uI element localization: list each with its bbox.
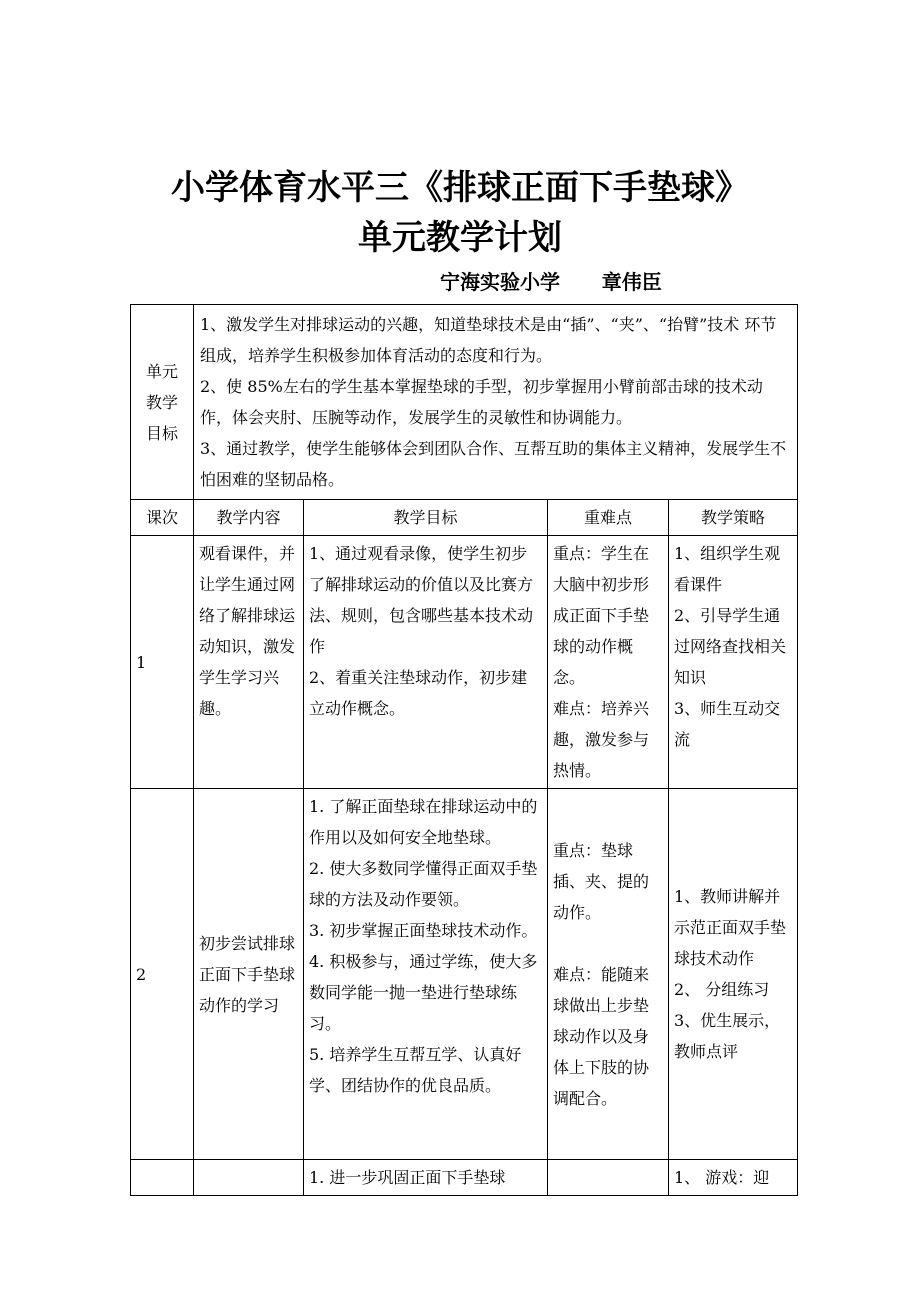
lesson-content: 观看课件，并让学生通过网络了解排球运动知识，激发学生学习兴趣。 [194, 536, 304, 789]
unit-goal-3: 3、通过教学，使学生能够体会到团队合作、互帮互助的集体主义精神，发展学生不怕困难的坚韧品格。 [200, 439, 787, 489]
lesson-goals: 1. 进一步巩固正面下手垫球 [304, 1160, 548, 1196]
author-line: 宁海实验小学 章伟臣 [440, 270, 662, 294]
header-content: 教学内容 [194, 500, 304, 536]
header-goals: 教学目标 [304, 500, 548, 536]
lesson-key-points: 重点：垫球插、夹、提的动作。 难点：能随来球做出上步垫球动作以及身体上下肢的协调配合。 [548, 789, 669, 1160]
unit-goal-2: 2、使 85%左右的学生基本掌握垫球的手型，初步掌握用小臂前部击球的技术动作，体会夹肘、压腕等动作，发展学生的灵敏性和协调能力。 [200, 377, 763, 427]
lesson-content: 初步尝试排球正面下手垫球动作的学习 [194, 789, 304, 1160]
lesson-goals: 1、通过观看录像，使学生初步了解排球运动的价值以及比赛方法、规则，包含哪些基本技术动作 2、着重关注垫球动作，初步建立动作概念。 [304, 536, 548, 789]
document-title-line1: 小学体育水平三《排球正面下手垫球》 [171, 168, 749, 208]
header-strategy: 教学策略 [669, 500, 798, 536]
table-row [131, 536, 798, 789]
lesson-strategy: 1、教师讲解并示范正面双手垫球技术动作 2、 分组练习 3、优生展示，教师点评 [669, 789, 798, 1160]
lesson-number: 1 [131, 536, 194, 789]
lesson-strategy: 1、组织学生观看课件 2、引导学生通过网络查找相关知识 3、师生互动交流 [669, 536, 798, 789]
lesson-number: 2 [131, 789, 194, 1160]
header-key-points: 重难点 [548, 500, 669, 536]
table-row [131, 789, 798, 1160]
unit-goals-row [131, 305, 798, 500]
lesson-number [131, 1160, 194, 1196]
teaching-plan-table [130, 304, 798, 1196]
table-row [131, 1160, 798, 1196]
lesson-content [194, 1160, 304, 1196]
unit-goals-text [194, 305, 798, 500]
header-lesson: 课次 [131, 500, 194, 536]
table-header-row [131, 500, 798, 536]
document-title-line2: 单元教学计划 [358, 218, 562, 258]
lesson-strategy: 1、 游戏：迎 [669, 1160, 798, 1196]
lesson-key-points: 重点：学生在大脑中初步形成正面下手垫球的动作概念。 难点：培养兴趣，激发参与热情。 [548, 536, 669, 789]
unit-goal-1: 1、激发学生对排球运动的兴趣，知道垫球技术是由“插”、“夹”、“抬臂”技术 环节组成，培养学生积极参加体育活动的态度和行为。 [200, 315, 777, 365]
unit-goals-label: 单元 教学 目标 [131, 305, 194, 500]
lesson-key-points [548, 1160, 669, 1196]
lesson-goals: 1. 了解正面垫球在排球运动中的作用以及如何安全地垫球。 2. 使大多数同学懂得正面双手垫球的方法及动作要领。 3. 初步掌握正面垫球技术动作。 4. 积极参与，通过学练，使大多数同学能一抛一垫进行垫球练习。 5. 培养学生互帮互学、认真好学、团结协作的优良品质。 [304, 789, 548, 1160]
